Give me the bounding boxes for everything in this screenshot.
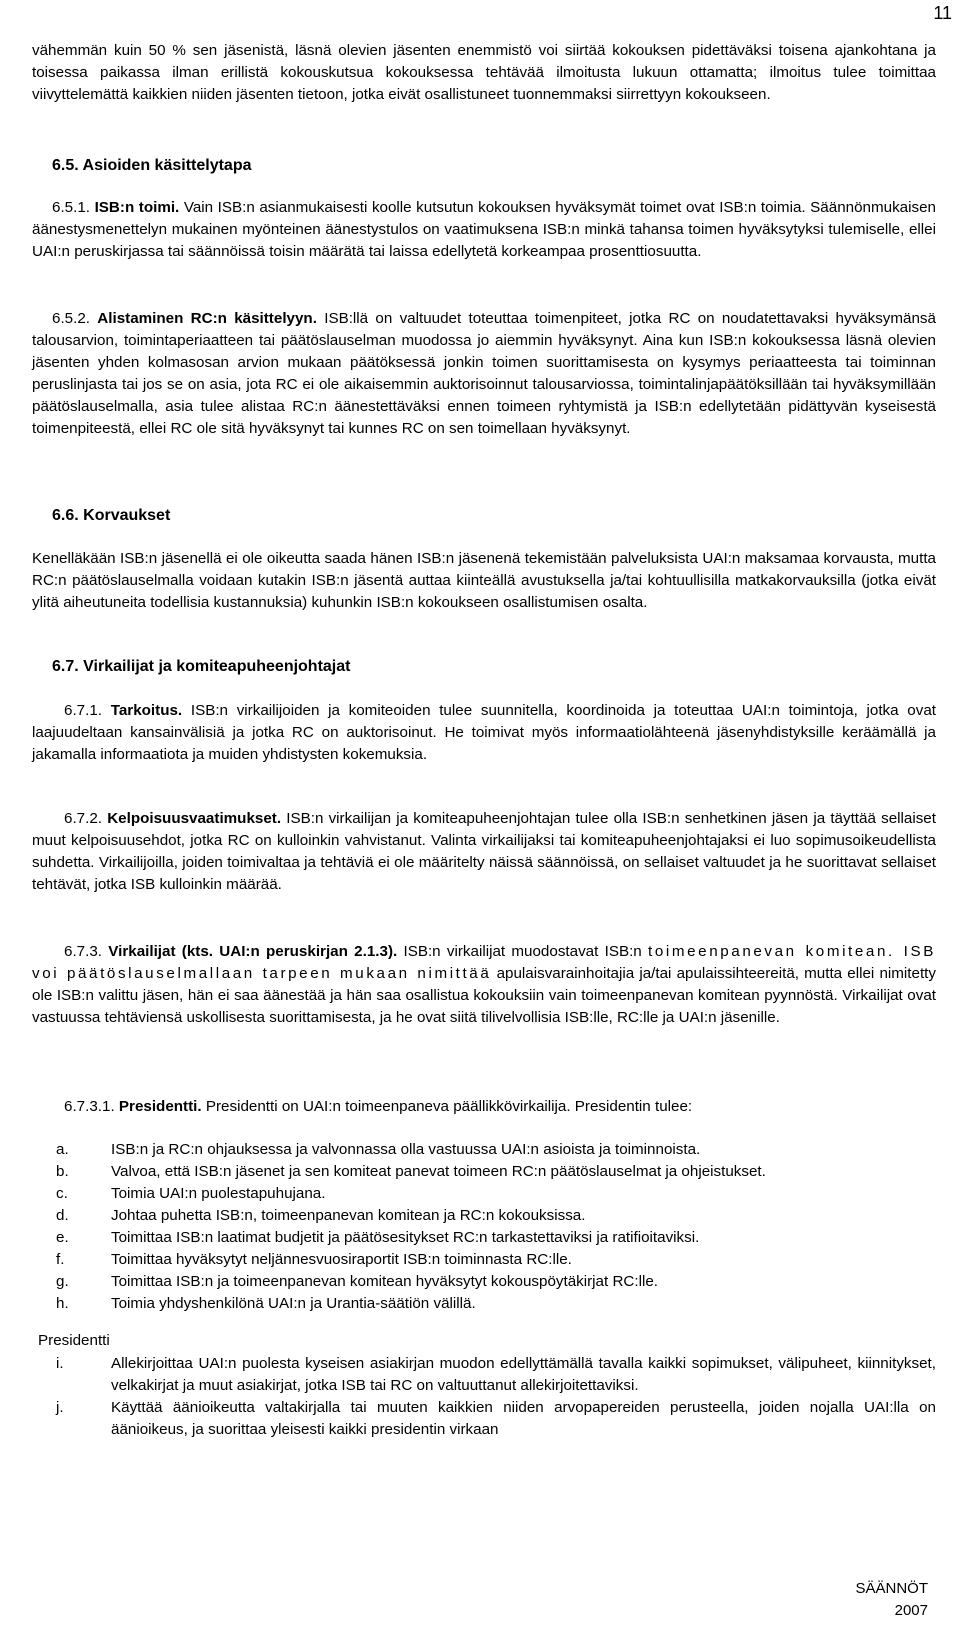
section-text-6-7-1: ISB:n virkailijoiden ja komiteoiden tulee suunnitella, koordinoida ja toteuttaa UAI:n toimintoja, jotka ovat laajuudeltaan kansainvälisiä ja jotka RC on auktorisoinut. He toimivat myös informaatiolähteenä jäsenyhdistyksille keräämällä ja jakamalla informaatiota ja muiden yhdistysten kokemuksia. [32,702,936,763]
section-text-6-7-3-1: Presidentti on UAI:n toimeenpaneva päällikkövirkailija. Presidentin tulee: [205,1098,693,1115]
section-number-6-7-2: 6.7.2. [64,810,102,827]
footer-year: 2007 [894,1602,928,1619]
section-heading-6-7: 6.7. Virkailijat ja komiteapuheenjohtajat [52,658,351,675]
section-title-6-7-3-1: Presidentti. [118,1098,202,1115]
list-item: e. Toimittaa ISB:n laatimat budjetit ja päätösesitykset RC:n tarkastettaviksi ja ratifioitaviksi. [56,1229,700,1246]
presidentti-label: Presidentti [38,1332,110,1349]
section-number-6-7-3-1: 6.7.3.1. [64,1098,115,1115]
section-title-6-7-1: Tarkoitus. [110,702,183,719]
intro-paragraph: vähemmän kuin 50 % sen jäsenistä, läsnä olevien jäsenten enemmistö voi siirtää kokouksen pidettäväksi toisena ajankohtana ja toisessa paikassa ilman erillistä kokouskutsua kokouksessa tehtävää ilmoitusta lukuun ottamatta; ilmoitus tulee toimittaa viivyttelemättä kaikkien niiden jäsenten tietoon, jotka eivät osallistuneet tuonnemmaksi siirrettyyn kokoukseen. [32,42,936,103]
section-heading-6-6: 6.6. Korvaukset [52,507,171,524]
section-number-6-5-2: 6.5.2. [52,310,90,327]
list-item: j. Käyttää äänioikeutta valtakirjalla tai muuten kaikkien niiden arvopapereiden perusteella, joiden nojalla UAI:lla on äänioikeus, ja suorittaa yleisesti kaikki presidentin virkaan [56,1399,936,1438]
list-item: f. Toimittaa hyväksytyt neljännesvuosiraportit ISB:n toiminnasta RC:lle. [56,1251,572,1268]
section-text-6-5-2: ISB:llä on valtuudet toteuttaa toimenpiteet, jotka RC on noudatettavaksi hyväksymänsä talousarvion, toimintaperiaatteen tai päätöslauselman muodossa jo aiemmin hyväksynyt. Aina kun ISB:n kokouksessa läsnä olevien jäsenten yhden kolmasosan arvion mukaan päätöksessä jonkin toimen suorittamisesta on kysymys periaatteesta tai toiminnan peruslinjasta tai jos se on asia, jota RC ei ole aikaisemmin auktorisoinnut talousarviossa, toimintalinjapäätöksillään tai hyväksymillään päätöslauselmalla, asia tulee alistaa RC:n äänestettäväksi ennen toimeen ryhtymistä ja ISB:n edellytetään pidättyvän kyseisestä toimenpiteestä, ellei RC ole sitä hyväksynyt tai kunnes RC on sen toimellaan hyväksynyt. [32,310,936,437]
section-title-6-7-2: Kelpoisuusvaatimukset. [107,810,282,827]
section-number-6-7-1: 6.7.1. [64,702,102,719]
list-item: h. Toimia yhdyshenkilönä UAI:n ja Urantia-säätiön välillä. [56,1295,476,1312]
section-text-6-7-3a: ISB:n virkailijat muodostavat ISB:n [403,943,642,960]
section-text-6-7-2: ISB:n virkailijan ja komiteapuheenjohtajan tulee olla ISB:n senhetkinen jäsen ja täyttää sellaiset muut kelpoisuusehdot, jotka RC on kulloinkin vahvistanut. Valinta virkailijaksi tai komiteapuheenjohtajaksi ei luo sopimusoikeudellista suhdetta. Virkailijoilla, joiden toimivaltaa ja tehtäviä ei ole määritelty näissä säännöissä, on sellaiset valtuudet ja he suorittavat sellaiset tehtävät, jotka ISB kulloinkin määrää. [32,810,936,893]
section-title-6-5-2: Alistaminen RC:n käsittelyyn. [97,310,317,327]
section-text-6-7-3b: toimeenpanevan komitean. ISB voi päätöslauselmallaan tarpeen mukaan nimittää [32,943,936,982]
section-title-6-7-3: Virkailijat (kts. UAI:n peruskirjan 2.1.3). [108,943,398,960]
paragraph-6-5-2 [32,308,936,440]
section-number-6-7-3: 6.7.3. [64,943,102,960]
list-item: i. Allekirjoittaa UAI:n puolesta kyseisen asiakirjan muodon edellyttämällä tavalla kaikki sopimukset, välipuheet, kiinnitykset, velkakirjat ja muut asiakirjat, jotka ISB tai RC on valtuuttanut allekirjoitettaviksi. [56,1355,936,1394]
list-item: b. Valvoa, että ISB:n jäsenet ja sen komiteat panevat toimeen RC:n päätöslauselmat ja ohjeistukset. [56,1163,766,1180]
paragraph-6-7-1 [32,700,936,766]
section-text-6-7-3c: apulaisvarainhoitajia ja/tai apulaissihteereitä, mutta ellei nimitetty ole ISB:n valittu jäsen, hän ei saa äänestää ja hän saa osallistua kokouksiin vain toimeenpanevan komitean pyynnöstä. Virkailijat ovat vastuussa tehtäviensä uskollisesta suorittamisesta, ja he ovat siitä tilivelvollisia ISB:lle, RC:lle ja UAI:n jäsenille. [32,965,936,1026]
list-item: c. Toimia UAI:n puolestapuhujana. [56,1185,326,1202]
list-item: a. ISB:n ja RC:n ohjauksessa ja valvonnassa olla vastuussa UAI:n asioista ja toiminnoista. [56,1141,701,1158]
list-item: g. Toimittaa ISB:n ja toimeenpanevan komitean hyväksytyt kokouspöytäkirjat RC:lle. [56,1273,659,1290]
president-duties-list [56,1139,936,1315]
section-number-6-5-1: 6.5.1. [52,199,90,216]
section-title-6-5-1: ISB:n toimi. [94,199,180,216]
footer-title: SÄÄNNÖT [855,1580,928,1597]
paragraph-6-7-3 [32,941,936,1029]
paragraph-6-6: Kenelläkään ISB:n jäsenellä ei ole oikeutta saada hänen ISB:n jäsenenä tekemistään palveluksista UAI:n maksamaa korvausta, mutta RC:n päätöslauselmalla voidaan kutakin ISB:n jäsentä auttaa kiinteällä avustuksella ja/tai kohtuullisilla matkakorvauksilla (jotka eivät ylitä aiheutuneita todellisia kustannuksia) kuhunkin ISB:n kokoukseen osallistumisen osalta. [32,550,936,611]
paragraph-6-7-2 [32,808,936,896]
paragraph-6-5-1 [32,197,936,263]
section-heading-6-5: 6.5. Asioiden käsittelytapa [52,157,252,174]
page-footer [855,1578,928,1622]
list-item: d. Johtaa puhetta ISB:n, toimeenpanevan komitean ja RC:n kokouksissa. [56,1207,586,1224]
paragraph-6-7-3-1 [32,1096,936,1118]
president-duties-list-continued [56,1353,936,1441]
section-text-6-5-1: Vain ISB:n asianmukaisesti koolle kutsutun kokouksen hyväksymät toimet ovat ISB:n toimia. Säännönmukaisen äänestysmenettelyn mukainen myönteinen äänestystulos on vaatimuksena ISB:n minkä tahansa toimen hyväksytyksi tulemiselle, ellei UAI:n peruskirjassa tai säännöissä toisin määrätä tai laissa edellytetä korkeampaa prosenttiosuutta. [32,199,936,260]
page-number: 11 [933,3,952,23]
